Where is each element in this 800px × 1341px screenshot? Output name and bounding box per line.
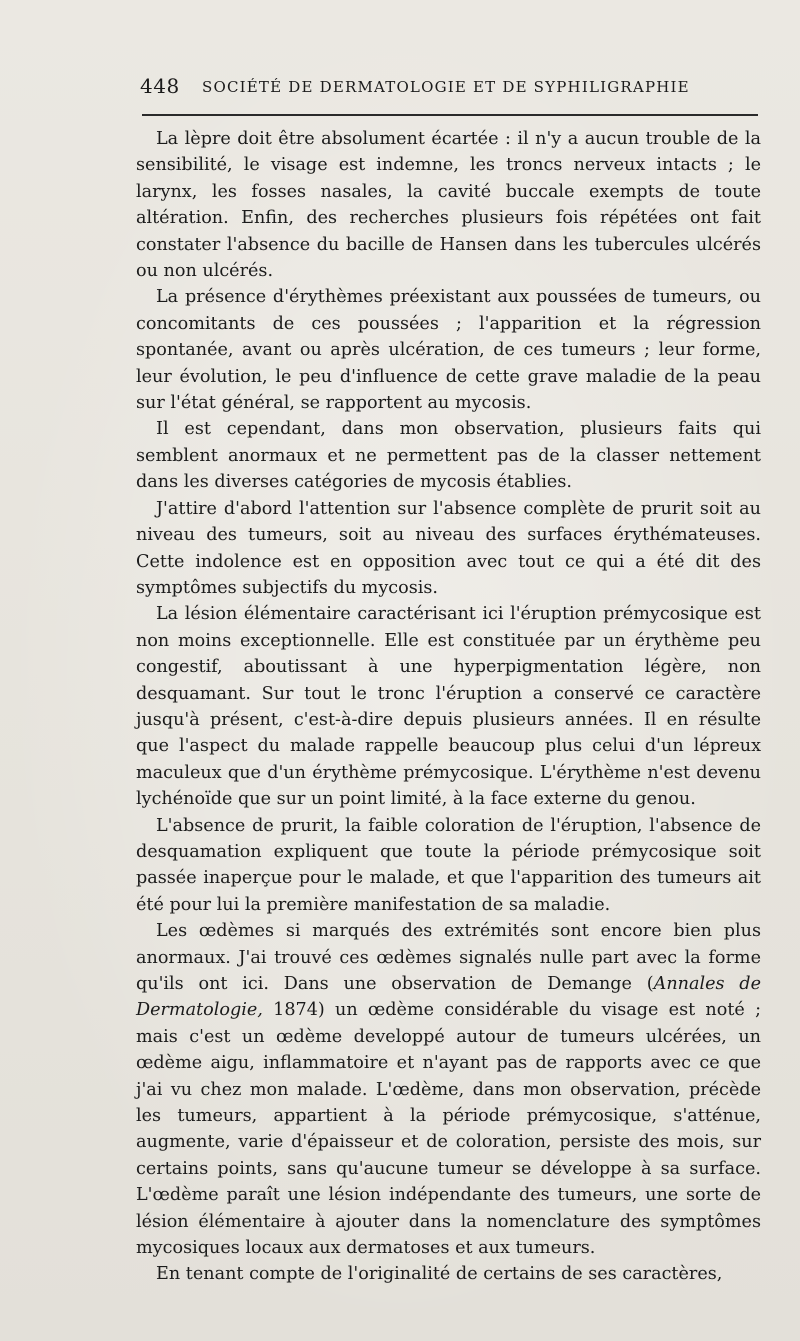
citation-title: Annales de Dermatologie, [136,974,761,1021]
header-rule [142,114,758,116]
paragraph-lesion: La lésion élémentaire caractérisant ici l'éruption prémycosique est non moins exceptionnelle. Elle est constituée par un érythème peu congestif, aboutissant à une hyperpigmentation légère, non desquamant. Sur tout le tronc l'éruption a conservé ce caractère jusqu'à présent, c'est-à-dire depuis plusieurs années. Il en résulte que l'aspect du malade rappelle beaucoup plus celui d'un lépreux maculeux que d'un érythème prémycosique. L'érythème n'est devenu lychénoïde que sur un point limité, à la face externe du genou. [136,604,761,810]
paragraph-pruritus: J'attire d'abord l'attention sur l'absence complète de prurit soit au niveau des tumeurs, soit au niveau des surfaces érythémateuses. Cette indolence est en opposition avec tout ce qui a été dit des symptômes subjectifs du mycosis. [136,498,761,598]
page-number: 448 [140,74,180,98]
paragraph-oedema [136,918,761,1261]
oedema-text-end: 1874) un œdème considérable du visage est noté ; mais c'est un œdème developpé autour de tumeurs ulcérées, un œdème aigu, inflammatoire et n'ayant pas de rapports avec ce que j'ai vu chez mon malade. L'œdème, dans mon observation, précède les tumeurs, appartient à la période prémycosique, s'atténue, augmente, varie d'épaisseur et de coloration, persiste des mois, sur certains points, sans qu'aucune tumeur se développe à sa surface. L'œdème paraît une lésion indépendante des tumeurs, une sorte de lésion élémentaire à ajouter dans la nomenclature des symptômes mycosiques locaux aux dermatoses et aux tumeurs. [136,1000,761,1259]
paragraph-anomalies: Il est cependant, dans mon observation, plusieurs faits qui semblent anormaux et ne permettent pas de la classer nettement dans les diverses catégories de mycosis établies. [136,419,761,493]
body-text [136,126,761,1288]
paragraph-erythema: La présence d'érythèmes préexistant aux poussées de tumeurs, ou concomitants de ces poussées ; l'apparition et la régression spontanée, avant ou après ulcération, de ces tumeurs ; leur forme, leur évolution, le peu d'influence de cette grave maladie de la peau sur l'état général, se rapportent au mycosis. [136,287,761,414]
paragraph-final: En tenant compte de l'originalité de certains de ses caractères, [156,1264,723,1285]
oedema-text-start: Les œdèmes si marqués des extrémités sont encore bien plus anormaux. J'ai trouvé ces œdèmes signalés nulle part avec la forme qu'ils ont ici. Dans une observation de Demange ( [136,921,761,994]
paragraph-leprosy: La lèpre doit être absolument écartée : il n'y a aucun trouble de la sensibilité, le visage est indemne, les troncs nerveux intacts ; le larynx, les fosses nasales, la cavité buccale exempts de toute altération. Enfin, des recherches plusieurs fois répétées ont fait constater l'absence du bacille de Hansen dans les tubercules ulcérés ou non ulcérés. [136,129,761,282]
running-head [140,74,760,104]
paragraph-absence: L'absence de prurit, la faible coloration de l'éruption, l'absence de desquamation expliquent que toute la période prémycosique soit passée inaperçue pour le malade, et que l'apparition des tumeurs ait été pour lui la première manifestation de sa maladie. [136,815,761,915]
journal-title: SOCIÉTÉ DE DERMATOLOGIE ET DE SYPHILIGRAPHIE [202,78,690,96]
